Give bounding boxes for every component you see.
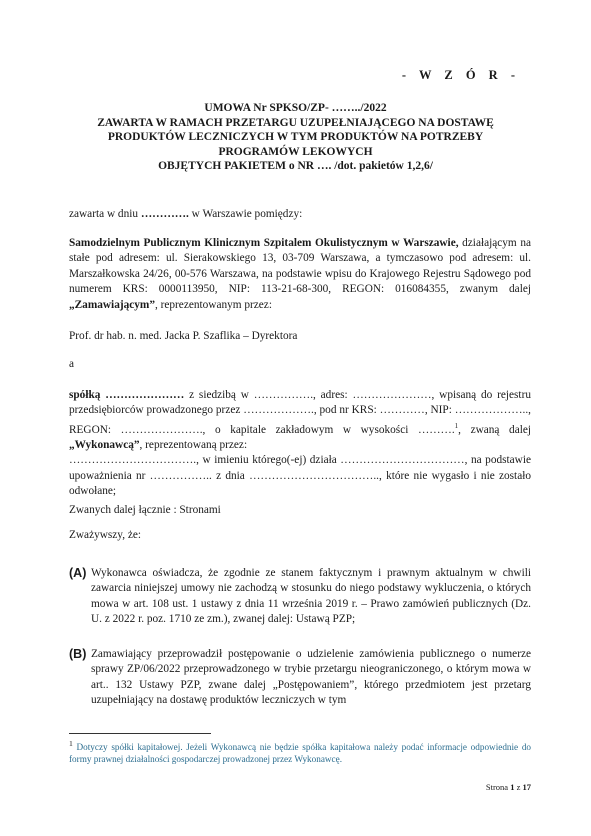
- party1-name: Samodzielnym Publicznym Klinicznym Szpitalem Okulistycznym w Warszawie,: [69, 237, 459, 249]
- recital-label-b: (B): [69, 647, 87, 661]
- party2-text-d: ……………………………., w imieniu którego(-ej) działa ……………………………, na podstawie upoważnienia nr …………….. z dnia …………………………….., które nie wygasło i nie zostało odwołane;: [69, 454, 531, 498]
- recital-label-a: (A): [69, 566, 87, 580]
- intro-paragraph: [69, 207, 531, 222]
- party1-paragraph: [69, 236, 531, 313]
- party1-rep: , reprezentowanym przez:: [154, 298, 272, 311]
- party2-paragraph: [69, 388, 531, 500]
- page-current: 1: [510, 782, 515, 792]
- intro-text-a: zawarta w dniu: [69, 208, 141, 220]
- title-line-5: OBJĘTYCH PAKIETEM o NR …. /dot. pakietów 1,2,6/: [158, 160, 433, 173]
- party2-text-a: z siedzibą w ……………., adres: …………………, wpisaną do rejestru przedsiębiorców prowadzonego przez ………………., pod nr KRS: …………, NIP: ……………….., REGON: …………………., o kapitale zakładowym w wysokości ……….: [69, 389, 531, 436]
- party2-text-c: , reprezentowaną przez:: [139, 438, 248, 451]
- together-line: Zwanych dalej łącznie : Stronami: [69, 504, 221, 516]
- party2-text-b: , zwaną dalej: [458, 423, 531, 436]
- footnote: [69, 738, 531, 765]
- party2-name: spółką …………………: [69, 389, 185, 401]
- party2-alias: „Wykonawcą”: [69, 438, 140, 451]
- recital-item-a: [69, 566, 531, 628]
- party1-alias: „Zamawiającym”: [69, 298, 155, 311]
- title-line-2: ZAWARTA W RAMACH PRZETARGU UZUPEŁNIAJĄCEGO NA DOSTAWĘ: [97, 116, 494, 129]
- contract-title: [60, 101, 531, 174]
- page-total: 17: [522, 782, 531, 792]
- recital-item-b: [69, 647, 531, 709]
- title-line-4: PROGRAMÓW LEKOWYCH: [218, 145, 373, 158]
- footnote-number: 1: [69, 739, 73, 748]
- footnote-reference: 1: [454, 421, 459, 430]
- intro-text-b: w Warszawie pomiędzy:: [188, 208, 303, 220]
- footnote-text: Dotyczy spółki kapitałowej. Jeżeli Wykonawcą nie będzie spółka kapitałowa należy podać informacje odpowiednie do formy prawnej działalności gospodarczej prowadzonej przez Wykonawcę.: [69, 742, 532, 765]
- recital-text-b: Zamawiający przeprowadził postępowanie o udzielenie zamówienia publicznego o numerze sprawy ZP/06/2022 przeprowadzonego w trybie przetargu nieograniczonego, o którym mowa w art.. 132 Ustawy PZP, zwane dalej „Postępowaniem”, którego przedmiotem jest przetarg uzupełniający na dostawę produktów leczniczych w tym: [91, 648, 531, 707]
- page-prefix: Strona: [485, 782, 511, 792]
- title-line-3: PRODUKTÓW LECZNICZYCH W TYM PRODUKTÓW NA POTRZEBY: [107, 131, 484, 144]
- page-number: [486, 782, 531, 792]
- recital-text-a: Wykonawca oświadcza, że zgodnie ze stanem faktycznym i prawnym aktualnym w chwili zawarcia niniejszej umowy nie zachodzą w stosunku do niego podstawy wykluczenia, o których mowa w art. 108 ust. 1 ustawy z dnia 11 września 2019 r. – Prawo zamówień publicznych (Dz. U. z 2022 r. poz. 1710 ze zm.), zwanej dalej: Ustawą PZP;: [91, 567, 531, 626]
- footnote-separator: [69, 733, 211, 734]
- page-separator: z: [514, 782, 523, 792]
- intro-date: ………….: [140, 208, 189, 220]
- party1-text: działającym na stałe pod adresem: ul. Sierakowskiego 13, 03-709 Warszawa, a tymczasowo pod adresem: ul. Marszałkowska 24/26, 00-576 Warszawa, na podstawie wpisu do Krajowego Rejestru Sądowego pod numerem KRS: 0000113950, NIP: 113-21-68-300, REGON: 016084355, zwanym dalej: [69, 237, 531, 296]
- whereas-line: Zważywszy, że:: [69, 529, 142, 541]
- and-line: a: [69, 358, 75, 370]
- director-line: Prof. dr hab. n. med. Jacka P. Szaflika – Dyrektora: [69, 330, 298, 342]
- template-marker: - W Z Ó R -: [401, 68, 520, 82]
- title-line-1: UMOWA Nr SPKSO/ZP- ……../2022: [204, 102, 387, 114]
